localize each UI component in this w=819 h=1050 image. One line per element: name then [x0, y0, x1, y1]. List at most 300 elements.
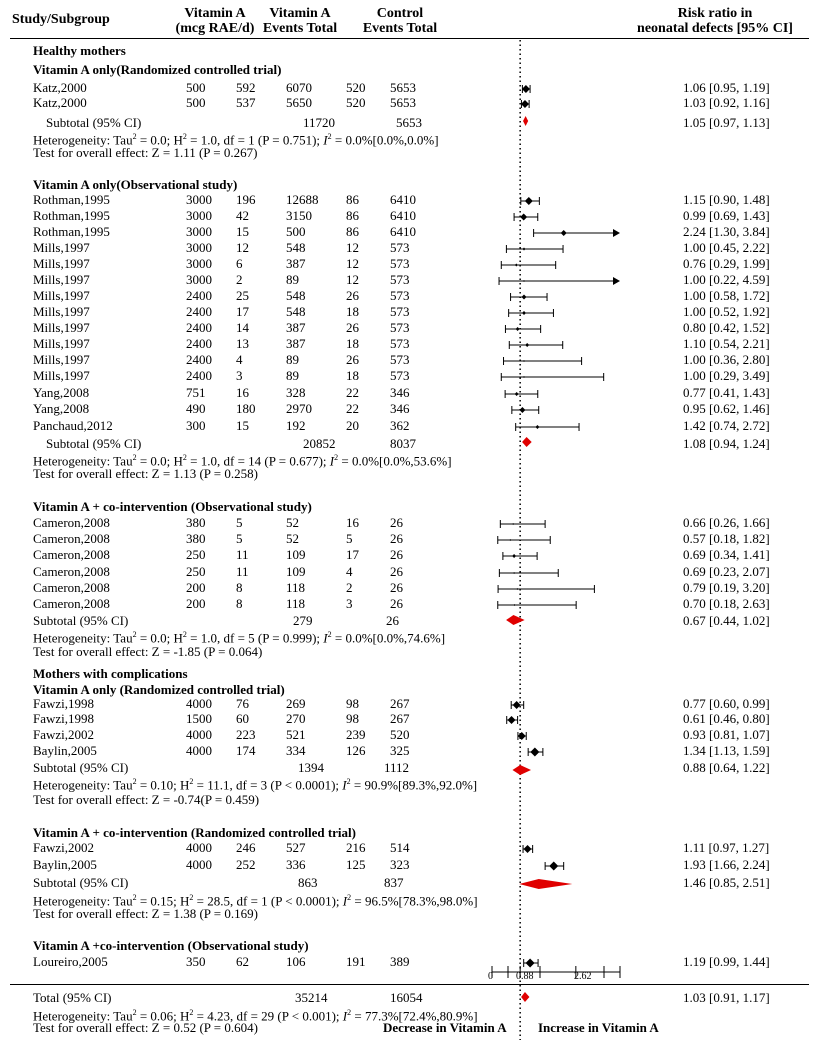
study-dose: 490: [186, 401, 206, 416]
study-ci-text: 1.19 [0.99, 1.44]: [683, 954, 770, 969]
point-estimate: [561, 230, 567, 236]
study-ctrl-total: 389: [390, 954, 410, 969]
study-dose: 2400: [186, 352, 212, 367]
study-ci-text: 0.61 [0.46, 0.80]: [683, 711, 770, 726]
subtotal-label: Subtotal (95% CI): [46, 115, 142, 130]
study-dose: 380: [186, 531, 206, 546]
point-estimate: [523, 360, 525, 362]
study-va-events: 196: [236, 192, 256, 207]
axis-right-label: Increase in Vitamin A: [538, 1020, 659, 1035]
study-va-total: 548: [286, 304, 306, 319]
study-dose: 200: [186, 580, 206, 595]
study-dose: 4000: [186, 857, 212, 872]
study-dose: 3000: [186, 272, 212, 287]
subgroup-label: Vitamin A +co-intervention (Observational study): [33, 938, 309, 953]
study-name: Katz,2000: [33, 95, 87, 110]
study-va-total: 527: [286, 840, 306, 855]
study-dose: 300: [186, 418, 206, 433]
subgroup-label: Vitamin A only(Randomized controlled trial): [33, 62, 282, 77]
point-estimate: [522, 85, 530, 93]
study-va-total: 89: [286, 368, 299, 383]
study-dose: 2400: [186, 304, 212, 319]
study-name: Mills,1997: [33, 352, 90, 367]
study-ci-text: 0.76 [0.29, 1.99]: [683, 256, 770, 271]
het-part: = 0.10; H: [136, 777, 190, 793]
study-va-total: 5650: [286, 95, 312, 110]
het-part: = 0.0%[0.0%,53.6%]: [338, 453, 452, 469]
subtotal-va-total: 279: [293, 613, 313, 628]
study-va-total: 2970: [286, 401, 312, 416]
study-ctrl-events: 216: [346, 840, 366, 855]
study-ctrl-total: 573: [390, 320, 410, 335]
study-va-events: 223: [236, 727, 256, 742]
study-va-events: 15: [236, 224, 249, 239]
study-ctrl-events: 22: [346, 385, 359, 400]
study-ctrl-total: 573: [390, 256, 410, 271]
subtotal-ctrl-total: 26: [386, 613, 399, 628]
study-va-total: 521: [286, 727, 306, 742]
study-name: Mills,1997: [33, 256, 90, 271]
study-va-total: 387: [286, 256, 306, 271]
subtotal-ctrl-total: 1112: [384, 760, 410, 775]
study-ci-text: 0.77 [0.60, 0.99]: [683, 696, 770, 711]
header-dose-line2: (mcg RAE/d): [175, 21, 255, 36]
point-estimate: [521, 100, 529, 108]
subtotal-va-total: 863: [298, 875, 318, 890]
study-ci-text: 1.10 [0.54, 2.21]: [683, 336, 770, 351]
study-ctrl-total: 267: [390, 696, 410, 711]
het-part: = 0.06; H: [136, 1008, 190, 1024]
point-estimate: [512, 554, 516, 558]
study-ci-text: 0.79 [0.19, 3.20]: [683, 580, 770, 595]
study-ci-text: 1.15 [0.90, 1.48]: [683, 192, 770, 207]
heterogeneity-text: Heterogeneity: Tau$^2$ = 0.10; $H^2 = 11.1$, df = 3 (P < 0.0001); $I^2 = 90.9\%[89.3\%,92.0\%]$: [33, 777, 478, 793]
study-va-events: 3: [236, 368, 243, 383]
study-name: Yang,2008: [33, 401, 90, 416]
study-va-events: 2: [236, 272, 243, 287]
overall-effect-text: Test for overall effect: Z = -0.74(P = 0.459): [33, 792, 260, 807]
study-ctrl-total: 26: [390, 580, 403, 595]
study-name: Baylin,2005: [33, 743, 97, 758]
point-estimate: [512, 523, 514, 525]
header-rr-line1: Risk ratio in: [677, 6, 753, 21]
study-ctrl-events: 18: [346, 336, 359, 351]
study-va-events: 174: [236, 743, 256, 758]
axis-tick-label: 2.62: [574, 971, 592, 982]
study-va-events: 76: [236, 696, 249, 711]
study-va-events: 60: [236, 711, 249, 726]
study-ctrl-events: 12: [346, 256, 359, 271]
study-ctrl-total: 520: [390, 727, 410, 742]
study-name: Panchaud,2012: [33, 418, 113, 433]
study-va-events: 11: [236, 547, 249, 562]
point-estimate: [525, 343, 529, 347]
study-ci-text: 1.42 [0.74, 2.72]: [683, 418, 770, 433]
study-dose: 2400: [186, 320, 212, 335]
het-part: = 4.23, df = 29 (P < 0.001);: [193, 1008, 343, 1024]
study-ci-text: 0.70 [0.18, 2.63]: [683, 596, 770, 611]
point-estimate: [520, 214, 527, 221]
summary-diamond: [522, 437, 532, 447]
header-study: Study/Subgroup: [12, 12, 110, 27]
study-va-total: 269: [286, 696, 306, 711]
study-ctrl-total: 26: [390, 596, 403, 611]
study-va-events: 8: [236, 580, 243, 595]
study-dose: 751: [186, 385, 206, 400]
study-dose: 3000: [186, 240, 212, 255]
study-ci-text: 1.06 [0.95, 1.19]: [683, 80, 770, 95]
point-estimate: [526, 959, 535, 968]
summary-diamond: [523, 116, 528, 126]
study-dose: 2400: [186, 288, 212, 303]
study-dose: 350: [186, 954, 206, 969]
study-name: Mills,1997: [33, 336, 90, 351]
point-estimate: [535, 425, 539, 429]
study-ctrl-events: 86: [346, 192, 359, 207]
het-part: = 0.0%[0.0%,74.6%]: [331, 630, 446, 646]
study-va-events: 14: [236, 320, 249, 335]
het-part: = 96.5%[78.3%,98.0%]: [351, 893, 478, 909]
point-estimate: [523, 376, 525, 378]
total-label: Total (95% CI): [33, 990, 112, 1005]
header-va-line1: Vitamin A: [269, 6, 331, 21]
study-va-total: 270: [286, 711, 306, 726]
study-ctrl-events: 2: [346, 580, 353, 595]
het-part: = 90.9%[89.3%,92.0%]: [350, 777, 478, 793]
study-ci-text: 1.00 [0.58, 1.72]: [683, 288, 770, 303]
study-ctrl-events: 98: [346, 696, 359, 711]
het-part: Heterogeneity: Tau: [33, 1008, 133, 1024]
study-va-events: 6: [236, 256, 243, 271]
study-ctrl-events: 22: [346, 401, 359, 416]
het-part: = 11.1, df = 3 (P < 0.0001);: [193, 777, 343, 793]
study-name: Cameron,2008: [33, 515, 110, 530]
study-name: Mills,1997: [33, 368, 90, 383]
study-name: Mills,1997: [33, 288, 90, 303]
study-ctrl-events: 126: [346, 743, 366, 758]
study-va-events: 5: [236, 515, 243, 530]
het-part: = 1.0, df = 5 (P = 0.999);: [186, 630, 324, 646]
study-name: Cameron,2008: [33, 580, 110, 595]
het-part: Heterogeneity: Tau: [33, 777, 133, 793]
summary-diamond: [521, 992, 529, 1002]
het-part: Heterogeneity: Tau: [33, 630, 133, 646]
study-va-total: 52: [286, 515, 299, 530]
subtotal-ci: 0.67 [0.44, 1.02]: [683, 613, 770, 628]
study-va-total: 548: [286, 288, 306, 303]
study-ctrl-total: 362: [390, 418, 410, 433]
study-ci-text: 1.03 [0.92, 1.16]: [683, 95, 770, 110]
subtotal-ci: 0.88 [0.64, 1.22]: [683, 760, 770, 775]
study-dose: 4000: [186, 696, 212, 711]
study-va-events: 16: [236, 385, 249, 400]
point-estimate: [508, 716, 516, 724]
study-name: Mills,1997: [33, 320, 90, 335]
subtotal-label: Subtotal (95% CI): [33, 875, 129, 890]
study-ci-text: 1.00 [0.29, 3.49]: [683, 368, 770, 383]
study-va-total: 336: [286, 857, 306, 872]
study-va-events: 11: [236, 564, 249, 579]
group-label-complications: Mothers with complications: [33, 666, 188, 681]
subtotal-label: Subtotal (95% CI): [46, 436, 142, 451]
study-name: Rothman,1995: [33, 208, 110, 223]
axis-tick-label: 0.88: [516, 971, 534, 982]
study-ctrl-events: 191: [346, 954, 366, 969]
overall-effect-text: Test for overall effect: Z = 0.52 (P = 0.604): [33, 1020, 258, 1035]
study-va-events: 8: [236, 596, 243, 611]
study-va-events: 25: [236, 288, 249, 303]
study-ctrl-events: 12: [346, 272, 359, 287]
study-ci-text: 0.99 [0.69, 1.43]: [683, 208, 770, 223]
point-estimate: [513, 604, 515, 606]
study-name: Cameron,2008: [33, 564, 110, 579]
study-ctrl-total: 573: [390, 272, 410, 287]
study-ctrl-total: 26: [390, 564, 403, 579]
study-name: Rothman,1995: [33, 224, 110, 239]
study-ctrl-events: 17: [346, 547, 359, 562]
study-ctrl-events: 12: [346, 240, 359, 255]
overall-effect-text: Test for overall effect: Z = -1.85 (P = 0.064): [33, 644, 263, 659]
study-dose: 3000: [186, 208, 212, 223]
study-va-total: 387: [286, 320, 306, 335]
subgroup-label: Vitamin A + co-intervention (Observational study): [33, 499, 312, 514]
study-ctrl-total: 573: [390, 288, 410, 303]
het-part: = 0.0%[0.0%,0.0%]: [331, 132, 439, 148]
study-ci-text: 0.57 [0.18, 1.82]: [683, 531, 770, 546]
point-estimate: [515, 264, 518, 267]
study-va-events: 4: [236, 352, 243, 367]
study-va-total: 328: [286, 385, 306, 400]
study-va-total: 89: [286, 272, 299, 287]
study-va-total: 52: [286, 531, 299, 546]
study-ctrl-events: 18: [346, 368, 359, 383]
het-part: = 77.3%[72.4%,80.9%]: [351, 1008, 478, 1024]
study-ctrl-total: 267: [390, 711, 410, 726]
subtotal-va-total: 11720: [303, 115, 336, 130]
study-ctrl-total: 26: [390, 515, 403, 530]
study-name: Fawzi,1998: [33, 711, 95, 726]
subtotal-va-total: 20852: [303, 436, 336, 451]
study-va-total: 118: [286, 596, 306, 611]
study-name: Fawzi,2002: [33, 727, 95, 742]
study-va-total: 106: [286, 954, 306, 969]
study-ctrl-events: 18: [346, 304, 359, 319]
study-name: Cameron,2008: [33, 547, 110, 562]
study-ctrl-events: 16: [346, 515, 359, 530]
heterogeneity-text: Heterogeneity: Tau$^2$ = 0.15; $H^2 = 28.5$, df = 1 (P < 0.0001); $I^2 = 96.5\%[78.3\%,98.0\%]$: [33, 893, 478, 909]
study-ctrl-events: 26: [346, 320, 359, 335]
het-part: Heterogeneity: Tau: [33, 132, 133, 148]
subtotal-ctrl-total: 8037: [390, 436, 416, 451]
study-dose: 3000: [186, 256, 212, 271]
study-va-events: 592: [236, 80, 256, 95]
subgroup-label: Vitamin A + co-intervention (Randomized controlled trial): [33, 825, 356, 840]
subtotal-ci: 1.05 [0.97, 1.13]: [683, 115, 770, 130]
study-dose: 250: [186, 564, 206, 579]
header-rr-line2: neonatal defects [95% CI]: [637, 21, 793, 36]
het-part: = 28.5, df = 1 (P < 0.0001);: [193, 893, 343, 909]
point-estimate: [522, 295, 527, 300]
het-part: = 0.15; H: [136, 893, 190, 909]
study-ctrl-total: 5653: [390, 95, 416, 110]
het-part: = 0.0; H: [136, 132, 183, 148]
study-dose: 4000: [186, 727, 212, 742]
study-va-events: 252: [236, 857, 256, 872]
study-va-events: 180: [236, 401, 256, 416]
point-estimate: [525, 197, 533, 205]
point-estimate: [522, 311, 526, 315]
study-va-total: 109: [286, 564, 306, 579]
study-va-total: 6070: [286, 80, 312, 95]
study-va-total: 192: [286, 418, 306, 433]
point-estimate: [513, 572, 515, 574]
point-estimate: [509, 539, 511, 541]
het-part: = 1.0, df = 14 (P = 0.677);: [186, 453, 330, 469]
het-part: = 0.0; H: [136, 630, 183, 646]
het-part: Heterogeneity: Tau: [33, 453, 133, 469]
study-va-total: 3150: [286, 208, 312, 223]
study-va-total: 12688: [286, 192, 319, 207]
study-name: Mills,1997: [33, 304, 90, 319]
study-ctrl-total: 573: [390, 368, 410, 383]
overall-effect-text: Test for overall effect: Z = 1.38 (P = 0.169): [33, 906, 258, 921]
point-estimate: [516, 327, 520, 331]
study-dose: 4000: [186, 743, 212, 758]
study-ci-text: 0.80 [0.42, 1.52]: [683, 320, 770, 335]
study-dose: 250: [186, 547, 206, 562]
subgroup-label: Vitamin A only (Randomized controlled trial): [33, 682, 285, 697]
study-ctrl-events: 520: [346, 80, 366, 95]
study-ci-text: 1.11 [0.97, 1.27]: [683, 840, 770, 855]
study-dose: 3000: [186, 224, 212, 239]
summary-diamond: [512, 765, 531, 775]
point-estimate: [549, 862, 558, 871]
het-part: Heterogeneity: Tau: [33, 893, 133, 909]
study-ctrl-events: 98: [346, 711, 359, 726]
study-ci-text: 0.93 [0.81, 1.07]: [683, 727, 770, 742]
study-ctrl-total: 573: [390, 304, 410, 319]
study-ctrl-total: 323: [390, 857, 410, 872]
study-name: Fawzi,1998: [33, 696, 95, 711]
study-va-events: 62: [236, 954, 249, 969]
point-estimate: [523, 248, 526, 251]
study-ci-text: 0.69 [0.23, 2.07]: [683, 564, 770, 579]
subtotal-ci: 1.46 [0.85, 2.51]: [683, 875, 770, 890]
axis-left-label: Decrease in Vitamin A: [383, 1020, 507, 1035]
study-va-events: 5: [236, 531, 243, 546]
study-name: Baylin,2005: [33, 857, 97, 872]
study-dose: 2400: [186, 368, 212, 383]
study-ctrl-events: 26: [346, 288, 359, 303]
het-part: = 0.0; H: [136, 453, 183, 469]
subtotal-va-total: 1394: [298, 760, 324, 775]
study-ctrl-total: 346: [390, 385, 410, 400]
total-va-total: 35214: [295, 990, 328, 1005]
point-estimate: [530, 748, 539, 757]
study-ctrl-events: 125: [346, 857, 366, 872]
study-va-total: 387: [286, 336, 306, 351]
study-ctrl-total: 26: [390, 531, 403, 546]
study-ci-text: 0.77 [0.41, 1.43]: [683, 385, 770, 400]
study-dose: 3000: [186, 192, 212, 207]
subtotal-ci: 1.08 [0.94, 1.24]: [683, 436, 770, 451]
study-name: Fawzi,2002: [33, 840, 95, 855]
subtotal-label: Subtotal (95% CI): [33, 613, 129, 628]
study-dose: 380: [186, 515, 206, 530]
ci-arrow: [613, 277, 620, 285]
study-va-events: 17: [236, 304, 249, 319]
study-name: Loureiro,2005: [33, 954, 108, 969]
study-va-events: 13: [236, 336, 249, 351]
study-name: Cameron,2008: [33, 531, 110, 546]
subtotal-label: Subtotal (95% CI): [33, 760, 129, 775]
study-ctrl-total: 514: [390, 840, 410, 855]
point-estimate: [523, 280, 525, 282]
study-ctrl-events: 3: [346, 596, 353, 611]
header-ctrl-line2: Events Total: [362, 21, 438, 36]
study-va-total: 89: [286, 352, 299, 367]
overall-effect-text: Test for overall effect: Z = 1.13 (P = 0.258): [33, 466, 258, 481]
summary-diamond: [506, 615, 525, 625]
study-ctrl-total: 573: [390, 352, 410, 367]
study-dose: 500: [186, 80, 206, 95]
study-ci-text: 1.34 [1.13, 1.59]: [683, 743, 770, 758]
summary-diamond: [519, 879, 572, 889]
ci-arrow: [613, 229, 620, 237]
subtotal-ctrl-total: 837: [384, 875, 404, 890]
heterogeneity-text: Heterogeneity: Tau$^2$ = 0.0; $H^2 = 1.0$, df = 14 (P = 0.677); $I^2 = 0.0\%[0.0\%,53.6\%]$: [33, 453, 452, 469]
study-ci-text: 1.00 [0.45, 2.22]: [683, 240, 770, 255]
het-part: = 1.0, df = 1 (P = 0.751);: [186, 132, 324, 148]
subgroup-label: Vitamin A only(Observational study): [33, 177, 238, 192]
header-ctrl-line1: Control: [376, 6, 424, 21]
study-va-total: 334: [286, 743, 306, 758]
study-ci-text: 0.95 [0.62, 1.46]: [683, 401, 770, 416]
study-dose: 2400: [186, 336, 212, 351]
study-ci-text: 1.93 [1.66, 2.24]: [683, 857, 770, 872]
study-name: Cameron,2008: [33, 596, 110, 611]
study-ctrl-total: 346: [390, 401, 410, 416]
study-ci-text: 1.00 [0.22, 4.59]: [683, 272, 770, 287]
axis-tick-label: 0: [488, 971, 493, 982]
study-ctrl-total: 6410: [390, 224, 416, 239]
study-ctrl-total: 6410: [390, 208, 416, 223]
study-va-events: 15: [236, 418, 249, 433]
heterogeneity-text: Heterogeneity: Tau$^2$ = 0.0; $H^2 = 1.0$, df = 5 (P = 0.999); $I^2 = 0.0\%[0.0\%,74.6\%]$: [33, 630, 446, 646]
total-ci: 1.03 [0.91, 1.17]: [683, 990, 770, 1005]
study-ctrl-total: 573: [390, 336, 410, 351]
study-va-events: 537: [236, 95, 256, 110]
study-dose: 4000: [186, 840, 212, 855]
study-ci-text: 2.24 [1.30, 3.84]: [683, 224, 770, 239]
heterogeneity-text: Heterogeneity: Tau$^2$ = 0.0; $H^2 = 1.0$, df = 1 (P = 0.751); $I^2 = 0.0\%[0.0\%,0.0\%]$: [33, 132, 439, 148]
header-va-line2: Events Total: [262, 21, 338, 36]
study-ctrl-total: 6410: [390, 192, 416, 207]
study-dose: 1500: [186, 711, 212, 726]
group-label-healthy: Healthy mothers: [33, 43, 126, 58]
study-ci-text: 0.69 [0.34, 1.41]: [683, 547, 770, 562]
study-ci-text: 1.00 [0.36, 2.80]: [683, 352, 770, 367]
study-ctrl-total: 26: [390, 547, 403, 562]
study-ctrl-total: 573: [390, 240, 410, 255]
study-name: Yang,2008: [33, 385, 90, 400]
study-name: Rothman,1995: [33, 192, 110, 207]
overall-effect-text: Test for overall effect: Z = 1.11 (P = 0.267): [33, 145, 258, 160]
study-ctrl-total: 325: [390, 743, 410, 758]
study-ci-text: 1.00 [0.52, 1.92]: [683, 304, 770, 319]
study-ctrl-events: 520: [346, 95, 366, 110]
study-ctrl-events: 239: [346, 727, 366, 742]
